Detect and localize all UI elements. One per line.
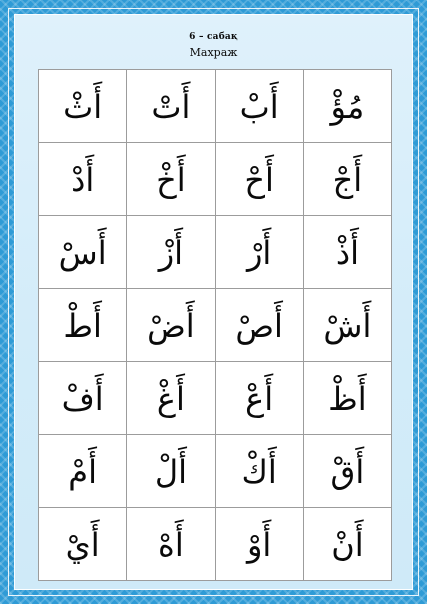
letter-cell <box>304 216 392 289</box>
letter-text: أَرْ <box>246 234 272 272</box>
letter-cell <box>127 70 215 143</box>
letters-table <box>38 69 392 581</box>
header <box>15 15 412 65</box>
letter-cell <box>127 508 215 581</box>
letter-cell <box>216 216 304 289</box>
letter-cell <box>39 362 127 435</box>
page-title: Махраж <box>189 46 238 59</box>
letter-cell <box>39 143 127 216</box>
letter-text: أَحْ <box>244 161 274 199</box>
letter-cell <box>304 289 392 362</box>
letter-cell <box>216 289 304 362</box>
letter-text: أَمْ <box>68 453 97 491</box>
letter-cell <box>39 216 127 289</box>
letter-cell <box>216 70 304 143</box>
letter-cell <box>216 435 304 508</box>
letter-text: أَغْ <box>156 380 185 418</box>
letter-cell <box>127 143 215 216</box>
letter-text: أَتْ <box>151 88 191 126</box>
letter-text: أَقْ <box>330 453 365 491</box>
letter-text: أَزْ <box>158 234 184 272</box>
letter-text: أَلْ <box>154 453 187 491</box>
letter-cell <box>39 435 127 508</box>
letter-cell <box>39 508 127 581</box>
letter-text: أَظْ <box>328 380 367 418</box>
letter-cell <box>304 508 392 581</box>
letter-text: أَثْ <box>63 88 103 126</box>
lesson-title: 6 – сабақ <box>189 32 238 42</box>
letter-text: أَهْ <box>158 526 184 564</box>
letter-text: أَضْ <box>147 307 195 345</box>
letter-text: أَجْ <box>332 161 363 199</box>
letter-cell <box>304 70 392 143</box>
letter-text: أَفْ <box>61 380 104 418</box>
letter-cell <box>39 289 127 362</box>
letter-cell <box>216 508 304 581</box>
letter-text: أَوْ <box>246 526 272 564</box>
letter-cell <box>304 362 392 435</box>
letter-text: أَعْ <box>245 380 274 418</box>
letter-cell <box>127 435 215 508</box>
letter-cell <box>127 362 215 435</box>
letter-text: أَذْ <box>335 234 359 272</box>
letter-cell <box>216 362 304 435</box>
letter-text: أَيْ <box>65 526 100 564</box>
letter-text: أَشْ <box>323 307 372 345</box>
letter-text: أَنْ <box>331 526 364 564</box>
letter-cell <box>304 143 392 216</box>
letter-text: أَكْ <box>241 453 277 491</box>
letter-cell <box>216 143 304 216</box>
letter-text: مُؤْ <box>330 88 365 126</box>
letter-cell <box>127 289 215 362</box>
letter-text: أَخْ <box>156 161 186 199</box>
content-panel <box>14 14 413 590</box>
letter-text: أَبْ <box>239 88 279 126</box>
letter-cell <box>127 216 215 289</box>
letter-cell <box>304 435 392 508</box>
letter-text: أَطْ <box>63 307 102 345</box>
letter-cell <box>39 70 127 143</box>
letter-text: أَدْ <box>71 161 95 199</box>
letter-text: أَسْ <box>58 234 107 272</box>
letter-text: أَصْ <box>235 307 283 345</box>
